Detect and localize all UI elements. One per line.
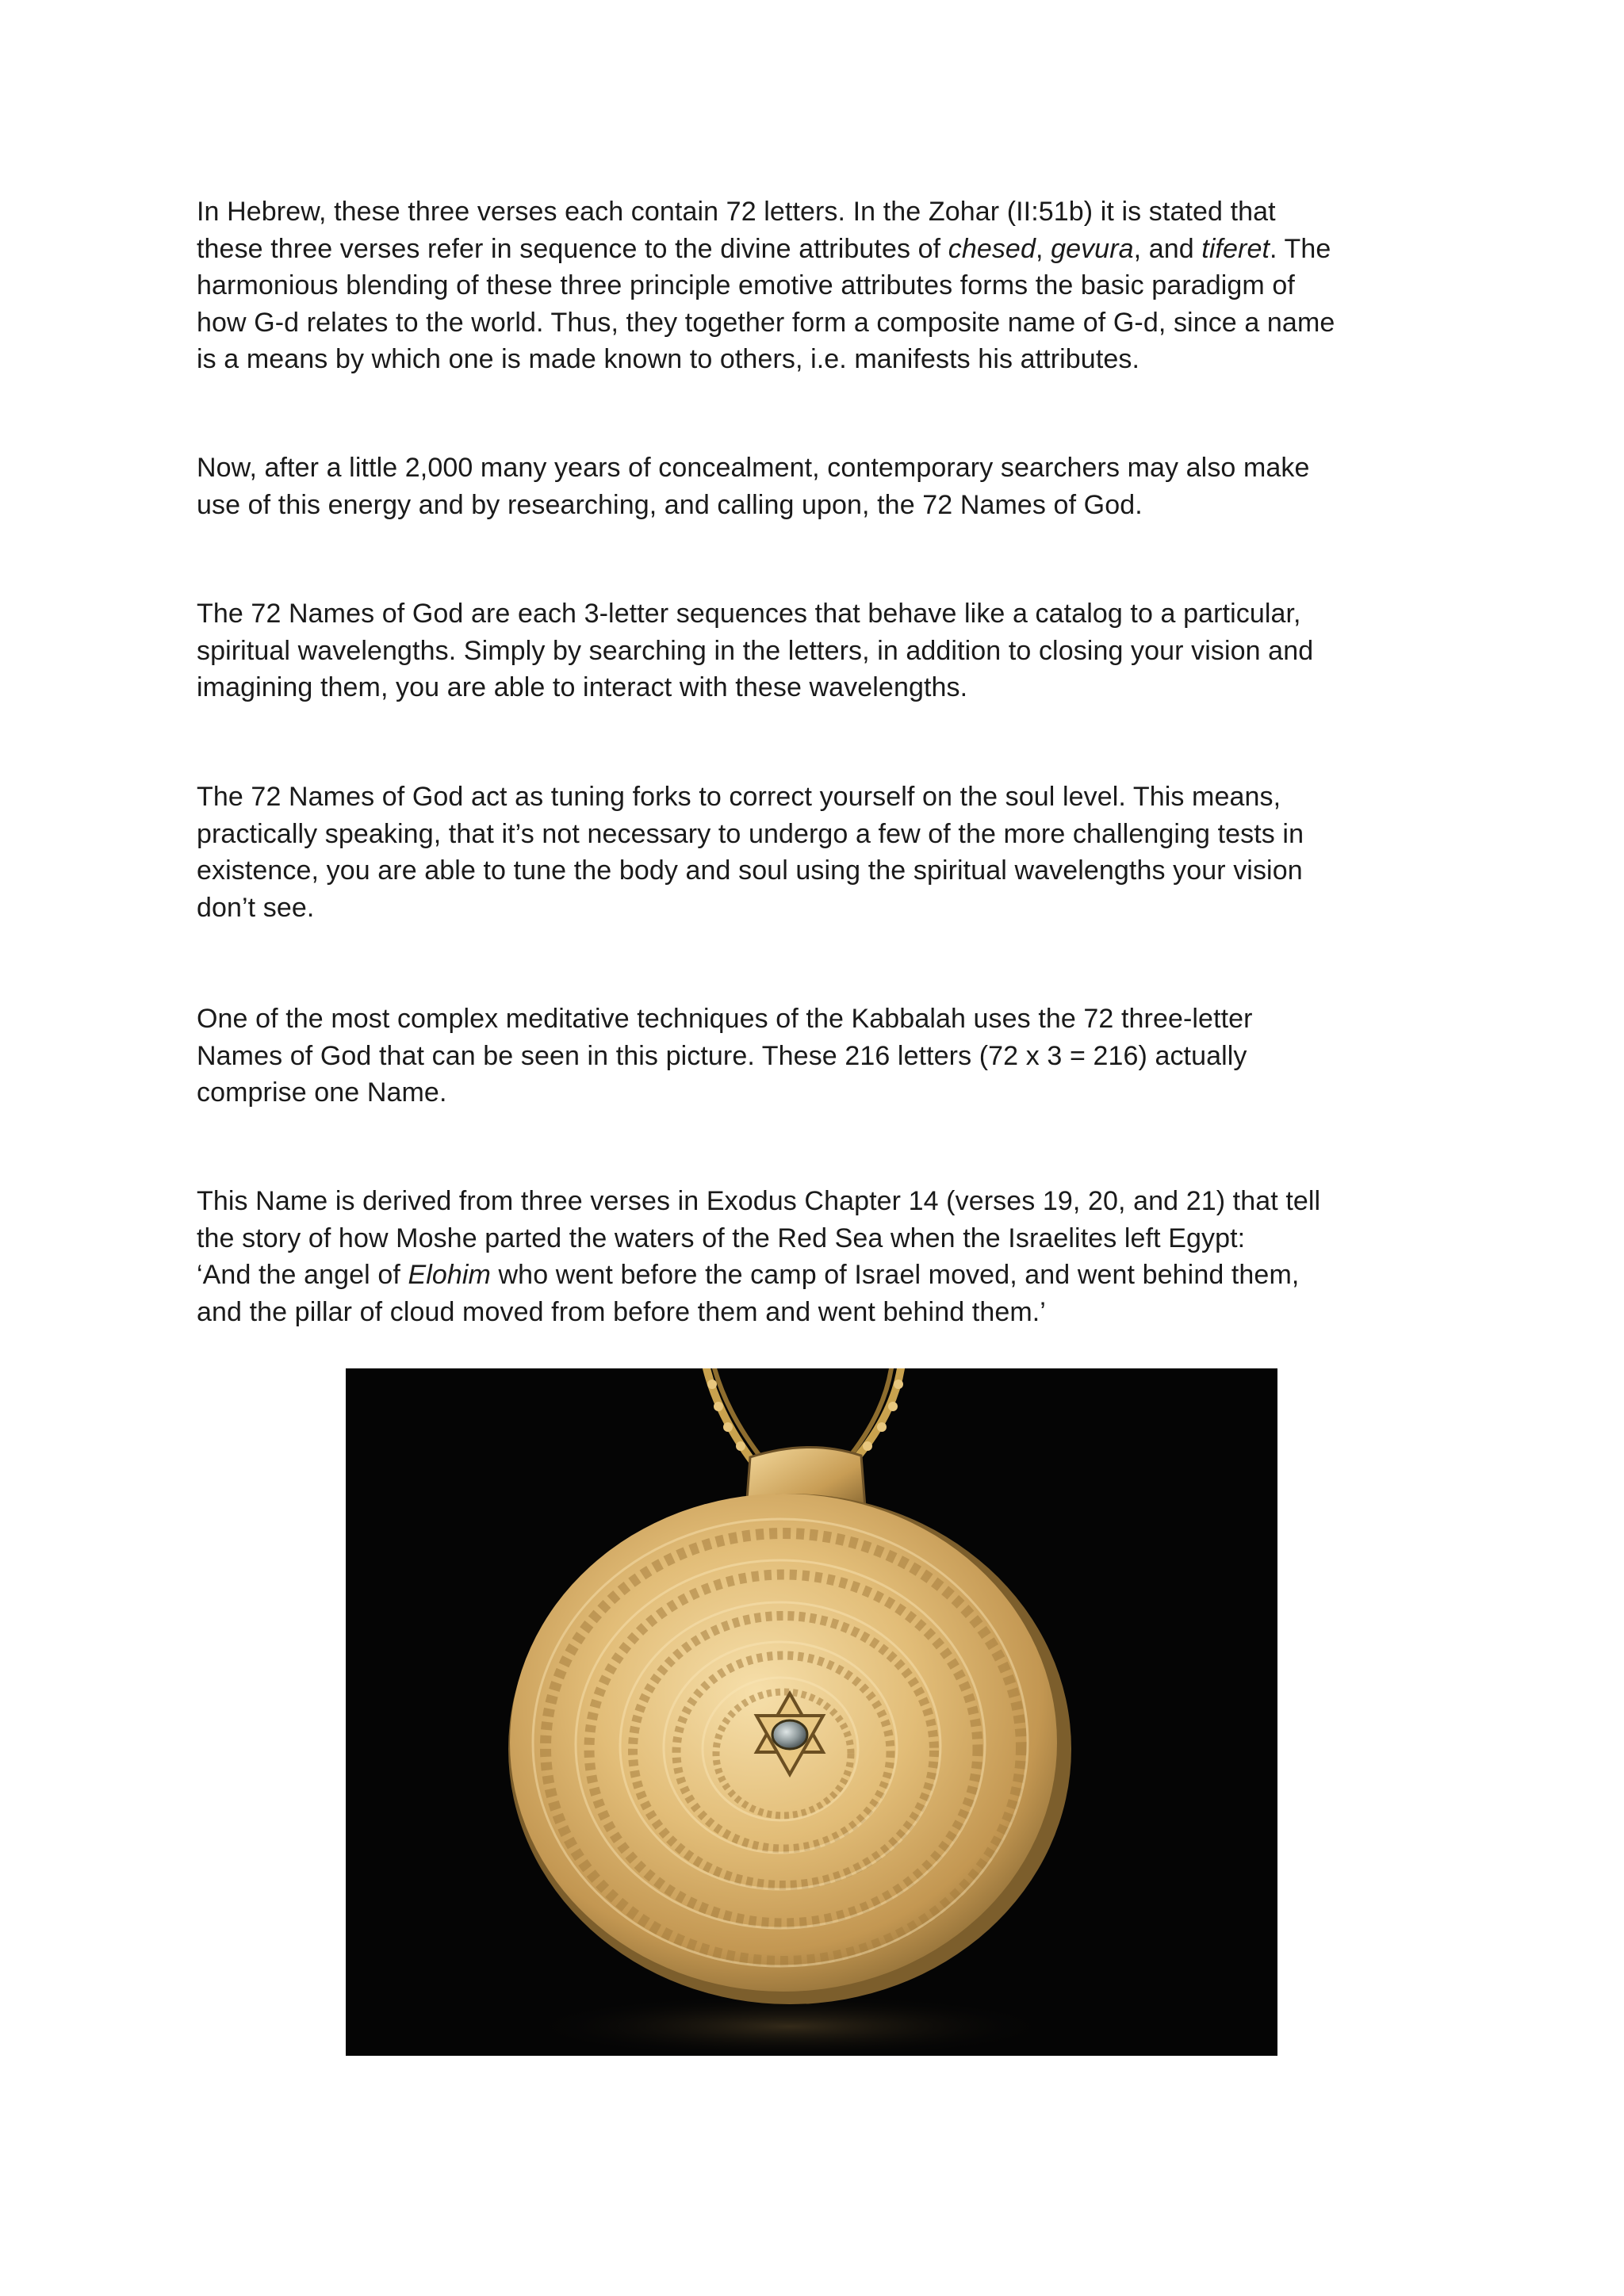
- text-run: the story of how Moshe parted the waters of the Red Sea when the Israelites left Egypt:: [197, 1223, 1246, 1253]
- paragraph: [197, 595, 1434, 706]
- text-line: [197, 1294, 1434, 1331]
- text-line: [197, 1220, 1434, 1257]
- text-run: The 72 Names of God are each 3-letter sequences that behave like a catalog to a particular,: [197, 599, 1301, 629]
- text-run: Names of God that can be seen in this picture. These 216 letters (72 x 3 = 216) actually: [197, 1040, 1247, 1071]
- text-run: ,: [1035, 233, 1051, 264]
- text-line: [197, 1074, 1434, 1112]
- paragraph: [197, 1001, 1434, 1112]
- text-run: use of this energy and by researching, and calling upon, the 72 Names of God.: [197, 489, 1143, 520]
- italic-term: tiferet: [1201, 233, 1270, 264]
- italic-term: chesed: [948, 233, 1036, 264]
- text-line: [197, 304, 1434, 342]
- text-run: The 72 Names of God act as tuning forks to correct yourself on the soul level. This means,: [197, 782, 1281, 812]
- stone: [772, 1720, 807, 1749]
- paragraph: [197, 779, 1434, 926]
- text-run: these three verses refer in sequence to the divine attributes of: [197, 233, 948, 264]
- text-line: [197, 1001, 1434, 1038]
- text-run: , and: [1133, 233, 1202, 264]
- text-run: . The: [1270, 233, 1331, 264]
- text-line: [197, 669, 1434, 706]
- text-run: This Name is derived from three verses in Exodus Chapter 14 (verses 19, 20, and 21) that tell: [197, 1186, 1321, 1216]
- text-run: ‘And the angel of: [197, 1260, 408, 1290]
- text-line: [197, 816, 1434, 853]
- text-run: spiritual wavelengths. Simply by searching in the letters, in addition to closing your vision and: [197, 635, 1314, 666]
- text-run: how G-d relates to the world. Thus, they together form a composite name of G-d, since a name: [197, 307, 1335, 338]
- text-line: [197, 633, 1434, 670]
- text-line: [197, 595, 1434, 633]
- text-line: [197, 779, 1434, 816]
- text-run: imagining them, you are able to interact with these wavelengths.: [197, 672, 968, 702]
- text-line: [197, 1183, 1434, 1220]
- text-line: [197, 852, 1434, 890]
- text-line: [197, 1257, 1434, 1294]
- paragraph: [197, 193, 1434, 378]
- text-run: practically speaking, that it’s not necessary to undergo a few of the more challenging tests in: [197, 818, 1304, 849]
- text-run: In Hebrew, these three verses each contain 72 letters. In the Zohar (II:51b) it is stated that: [197, 197, 1276, 227]
- text-line: [197, 341, 1434, 378]
- text-run: who went before the camp of Israel moved, and went behind them,: [490, 1260, 1300, 1290]
- text-run: don’t see.: [197, 892, 315, 923]
- text-line: [197, 890, 1434, 927]
- pendant-photo: [346, 1368, 1277, 2056]
- text-run: and the pillar of cloud moved from before them and went behind them.’: [197, 1296, 1046, 1327]
- pendant-illustration: [346, 1368, 1277, 2056]
- text-run: comprise one Name.: [197, 1077, 447, 1108]
- text-line: [197, 267, 1434, 304]
- paragraph: [197, 450, 1434, 523]
- paragraph: [197, 1183, 1434, 1330]
- text-run: Now, after a little 2,000 many years of concealment, contemporary searchers may also make: [197, 453, 1310, 483]
- text-run: existence, you are able to tune the body and soul using the spiritual wavelengths your vision: [197, 855, 1303, 886]
- text-run: is a means by which one is made known to others, i.e. manifests his attributes.: [197, 344, 1140, 374]
- text-line: [197, 1038, 1434, 1075]
- text-run: One of the most complex meditative techniques of the Kabbalah uses the 72 three-letter: [197, 1004, 1253, 1034]
- text-line: [197, 450, 1434, 487]
- italic-term: Elohim: [408, 1260, 491, 1290]
- text-line: [197, 231, 1434, 268]
- italic-term: gevura: [1051, 233, 1134, 264]
- text-line: [197, 193, 1434, 231]
- text-line: [197, 487, 1434, 524]
- text-run: harmonious blending of these three principle emotive attributes forms the basic paradigm of: [197, 270, 1295, 300]
